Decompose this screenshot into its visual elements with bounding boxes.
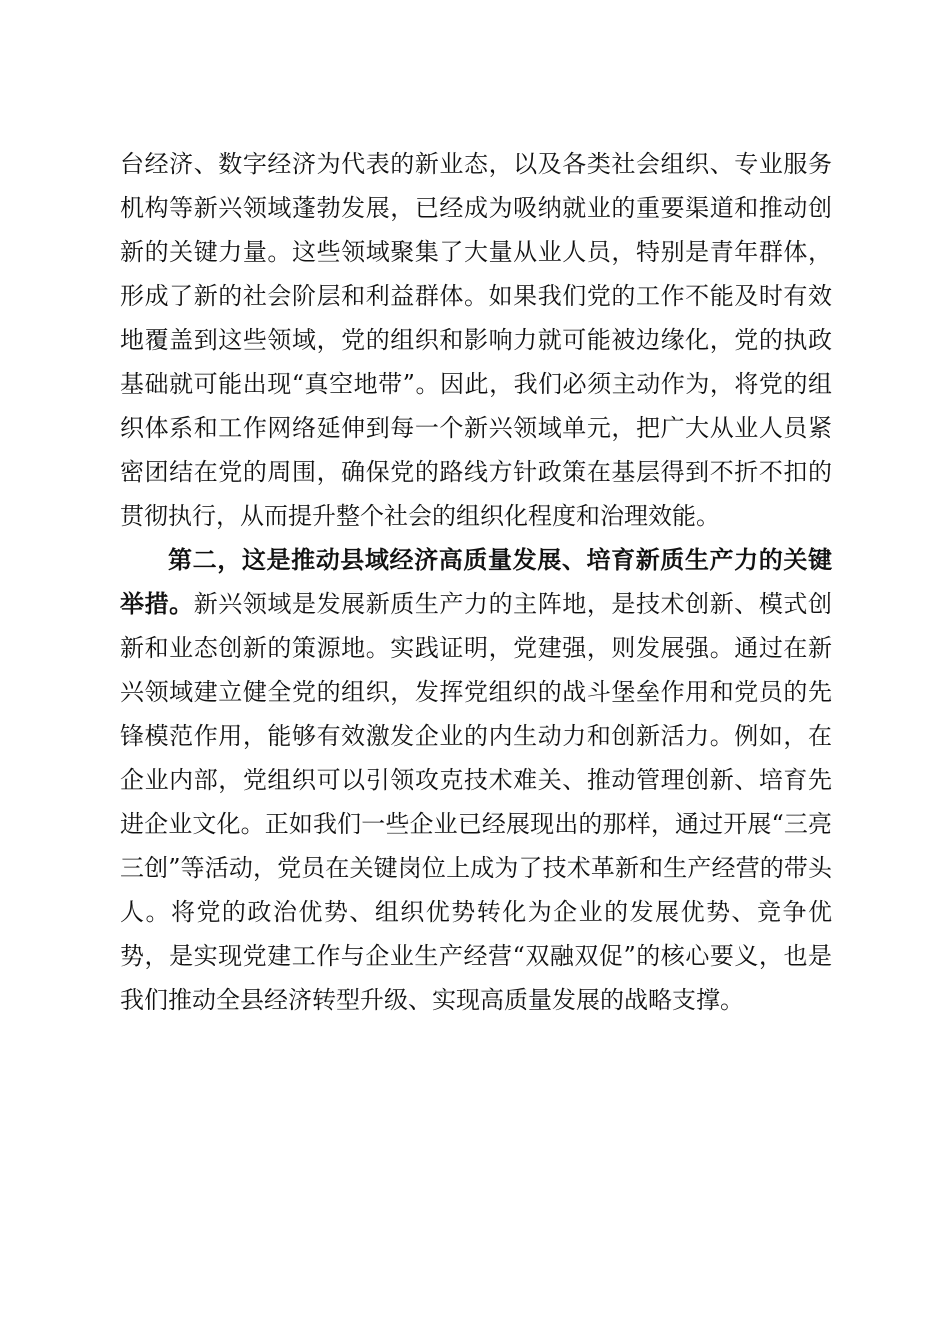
paragraph-second-point xyxy=(120,538,832,1022)
paragraph-continued: 台经济、数字经济为代表的新业态，以及各类社会组织、专业服务机构等新兴领域蓬勃发展，已经成为吸纳就业的重要渠道和推动创新的关键力量。这些领域聚集了大量从业人员，特别是青年群体，形成了新的社会阶层和利益群体。如果我们党的工作不能及时有效地覆盖到这些领域，党的组织和影响力就可能被边缘化，党的执政基础就可能出现“真空地带”。因此，我们必须主动作为，将党的组织体系和工作网络延伸到每一个新兴领域单元，把广大从业人员紧密团结在党的周围，确保党的路线方针政策在基层得到不折不扣的贯彻执行，从而提升整个社会的组织化程度和治理效能。 xyxy=(120,150,832,530)
document-body xyxy=(120,142,832,1022)
paragraph-lead-sentence: 第二，这是推动县域经济高质量发展、培育新质生产力的关键举措。 xyxy=(120,546,832,618)
paragraph-body-text: 新兴领域是发展新质生产力的主阵地，是技术创新、模式创新和业态创新的策源地。实践证明，党建强，则发展强。通过在新兴领域建立健全党的组织，发挥党组织的战斗堡垒作用和党员的先锋模范作用，能够有效激发企业的内生动力和创新活力。例如，在企业内部，党组织可以引领攻克技术难关、推动管理创新、培育先进企业文化。正如我们一些企业已经展现出的那样，通过开展“三亮三创”等活动，党员在关键岗位上成为了技术革新和生产经营的带头人。将党的政治优势、组织优势转化为企业的发展优势、竞争优势，是实现党建工作与企业生产经营“双融双促”的核心要义，也是我们推动全县经济转型升级、实现高质量发展的战略支撑。 xyxy=(120,590,833,1014)
